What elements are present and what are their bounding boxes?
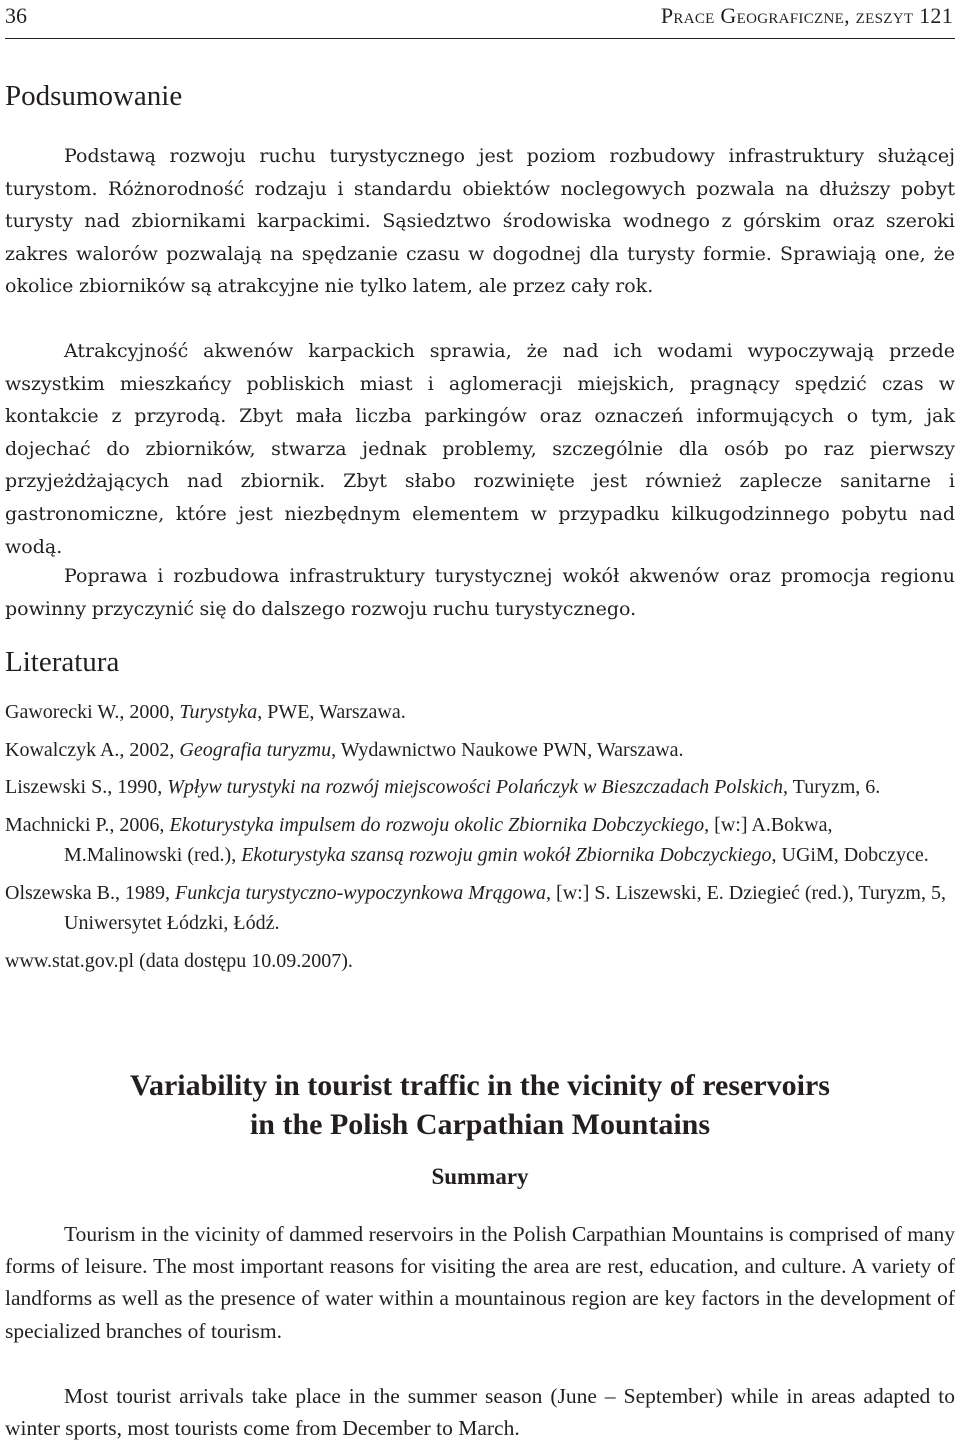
reference-item: Kowalczyk A., 2002, Geografia turyzmu, Wydawnictwo Naukowe PWN, Warszawa.	[5, 738, 684, 761]
reference-item: Liszewski S., 1990, Wpływ turystyki na rozwój miejscowości Polańczyk w Bieszczadach Polskich, Turyzm, 6.	[5, 776, 881, 798]
running-header	[5, 2, 955, 39]
reference-item: Olszewska B., 1989, Funkcja turystyczno-wypoczynkowa Mrągowa, [w:] S. Liszewski, E. Dziegieć (red.), Turyzm, 5, Uniwersytet Łódzki, Łódź.	[5, 881, 946, 934]
podsumowanie-paragraph-3: Poprawa i rozbudowa infrastruktury turystycznej wokół akwenów oraz promocja regionu powinny przyczynić się do dalszego rozwoju ruchu turystycznego.	[5, 565, 955, 620]
podsumowanie-paragraph-1: Podstawą rozwoju ruchu turystycznego jest poziom rozbudowy infrastruktury służącej turystom. Różnorodność rodzaju i standardu obiektów noclegowych pozwala na dłuższy pobyt turysty nad zbiornikami karpackimi. Sąsiedztwo środowiska wodnego z górskim oraz szeroki zakres walorów pozwalają na spędzanie czasu w dogodnej dla turysty formie. Sprawiają one, że okolice zbiorników są atrakcyjne nie tylko latem, ale przez cały rok.	[5, 145, 955, 298]
reference-item: www.stat.gov.pl (data dostępu 10.09.2007).	[5, 949, 353, 972]
reference-item: Machnicki P., 2006, Ekoturystyka impulsem do rozwoju okolic Zbiornika Dobczyckiego, [w:] A.Bokwa, M.Malinowski (red.), Ekoturystyka szansą rozwoju gmin wokół Zbiornika Dobczyckiego, UGiM, Dobczyce.	[5, 813, 929, 866]
summary-heading: Summary	[431, 1164, 529, 1189]
reference-item: Gaworecki W., 2000, Turystyka, PWE, Warszawa.	[5, 701, 406, 723]
page-number: 36	[5, 3, 27, 28]
summary-article-title	[5, 1066, 955, 1144]
podsumowanie-paragraph-2: Atrakcyjność akwenów karpackich sprawia, że nad ich wodami wypoczywają przede wszystkim mieszkańcy pobliskich miast i aglomeracji miejskich, pragnący spędzić czas w kontakcie z przyrodą. Zbyt mała liczba parkingów oraz oznaczeń informujących o tym, jak dojechać do zbiorników, stwarza jednak problemy, szczególnie dla osób po raz pierwszy przyjeżdżających nad zbiornik. Zbyt słabo rozwinięte jest również zaplecze sanitarne i gastronomiczne, które jest niezbędnym elementem w przypadku kilkugodzinnego pobytu nad wodą.	[5, 340, 955, 558]
summary-paragraph-1: Tourism in the vicinity of dammed reservoirs in the Polish Carpathian Mountains is comprised of many forms of leisure. The most important reasons for visiting the area are rest, education, and culture. A variety of landforms as well as the presence of water within a mountainous region are key factors in the development of specialized branches of tourism.	[5, 1222, 955, 1343]
section-title-podsumowanie: Podsumowanie	[5, 80, 183, 112]
section-title-literatura: Literatura	[5, 646, 120, 678]
summary-title-line-1: Variability in tourist traffic in the vicinity of reservoirs	[130, 1069, 830, 1102]
reference-list	[5, 697, 955, 983]
journal-title: Prace Geograficzne, zeszyt 121	[660, 3, 953, 28]
summary-title-line-2: in the Polish Carpathian Mountains	[249, 1108, 711, 1141]
summary-paragraph-2: Most tourist arrivals take place in the summer season (June – September) while in areas adapted to winter sports, most tourists come from December to March.	[5, 1384, 955, 1441]
